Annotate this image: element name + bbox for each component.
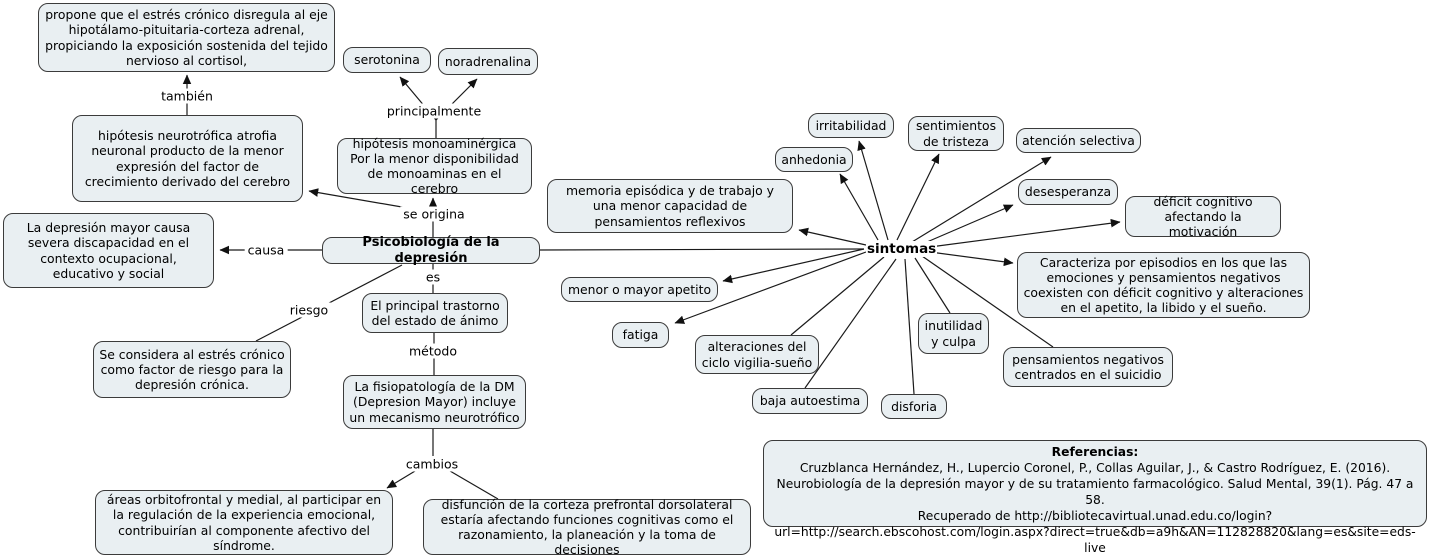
connector-sintomas-inutilidad <box>915 258 950 313</box>
node-fisiopatologia[interactable]: La fisiopatología de la DM (Depresion Mayor) incluye un mecanismo neurotrófico <box>343 375 526 429</box>
node-se-considera[interactable]: Se considera al estrés crónico como factor de riesgo para la depresión crónica. <box>93 341 291 398</box>
edge-label-principalmente[interactable]: principalmente <box>384 104 484 119</box>
node-inutilidad-culpa[interactable]: inutilidad y culpa <box>918 313 989 354</box>
node-hipotesis-neurotrofica[interactable]: hipótesis neurotrófica atrofia neuronal producto de la menor expresión del factor de crecimiento derivado del cerebro <box>72 115 303 202</box>
references-box[interactable] <box>763 440 1427 555</box>
edge-label-se-origina[interactable]: se origina <box>400 207 467 222</box>
node-pensamientos-suicidio[interactable]: pensamientos negativos centrados en el suicidio <box>1003 347 1173 387</box>
node-areas-orbitofrontal[interactable]: áreas orbitofrontal y medial, al participar en la regulación de la experiencia emocional, contribuirían al componente afectivo del síndrome. <box>95 490 393 555</box>
node-desesperanza[interactable]: desesperanza <box>1018 179 1118 205</box>
references-line: Cruzblanca Hernández, H., Lupercio Coronel, P., Collas Aguilar, J., & Castro Rodríguez, E. (2016). <box>799 460 1391 475</box>
node-psicobiologia-central[interactable]: Psicobiología de la depresión <box>322 237 540 264</box>
edge-label-cambios[interactable]: cambios <box>403 457 461 472</box>
edge-label-tambien[interactable]: también <box>158 89 216 104</box>
node-atencion-selectiva[interactable]: atención selectiva <box>1016 128 1141 153</box>
node-disfuncion-corteza[interactable]: disfunción de la corteza prefrontal dorsolateral estaría afectando funciones cognitivas como el razonamiento, la planeación y la toma de decisiones <box>423 499 751 555</box>
connector-sintomas-desesperanza <box>920 205 1013 245</box>
connector-sintomas-memoria <box>799 230 866 245</box>
node-baja-autoestima[interactable]: baja autoestima <box>752 388 868 414</box>
references-line: Recuperado de http://bibliotecavirtual.unad.edu.co/login? <box>917 508 1273 523</box>
node-fatiga[interactable]: fatiga <box>612 322 669 348</box>
connector-sintomas-deficit <box>930 222 1120 247</box>
connector-sintomas-irritabilidad <box>859 141 888 240</box>
edge-label-riesgo[interactable]: riesgo <box>287 303 331 318</box>
edge-label-es[interactable]: es <box>423 270 443 285</box>
connector-sintomas-baja <box>805 259 896 388</box>
node-noradrenalina[interactable]: noradrenalina <box>438 48 538 75</box>
node-menor-mayor-apetito[interactable]: menor o mayor apetito <box>561 277 718 302</box>
node-depresion-mayor[interactable]: La depresión mayor causa severa discapacidad en el contexto ocupacional, educativo y social <box>3 213 214 288</box>
references-heading: Referencias: <box>1051 445 1139 459</box>
node-caracteriza-episodios[interactable]: Caracteriza por episodios en los que las emociones y pensamientos negativos coexisten con déficit cognitivo y alteraciones en el apetito, la libido y el sueño. <box>1017 252 1310 318</box>
connector-sintomas-disforia <box>905 259 914 394</box>
references-line: url=http://search.ebscohost.com/login.aspx?direct=true&db=a9h&AN=112828820&lang=es&site=eds-live <box>774 524 1416 555</box>
node-propone[interactable]: propone que el estrés crónico disregula al eje hipotálamo-pituitaria-corteza adrenal, propiciando la exposición sostenida del tejido nervioso al cortisol, <box>38 3 335 72</box>
connector-central-sintomas <box>539 249 864 250</box>
edge-label-metodo[interactable]: método <box>406 344 460 359</box>
node-irritabilidad[interactable]: irritabilidad <box>808 113 894 138</box>
node-disforia[interactable]: disforia <box>881 394 947 419</box>
connector-sintomas-apetito <box>723 249 864 281</box>
node-serotonina[interactable]: serotonina <box>343 47 431 73</box>
references-line: Neurobiología de la depresión mayor y de su tratamiento farmacológico. Salud Mental, 39(1). Pág. 47 a 58. <box>776 476 1414 507</box>
connector-sintomas-anhedonia <box>840 174 878 240</box>
connector-sintomas-caracteriza <box>930 252 1013 263</box>
node-alteraciones-ciclo[interactable]: alteraciones del ciclo vigilia-sueño <box>695 335 819 374</box>
node-hipotesis-monoaminergica[interactable]: hipótesis monoaminérgica Por la menor disponibilidad de monoaminas en el cerebro <box>337 138 532 194</box>
node-sentimientos-tristeza[interactable]: sentimientos de tristeza <box>908 116 1004 151</box>
connector-sintomas-sentimientos <box>897 154 939 240</box>
node-anhedonia[interactable]: anhedonia <box>775 147 853 172</box>
node-memoria-episodica[interactable]: memoria episódica y de trabajo y una menor capacidad de pensamientos reflexivos <box>547 179 793 233</box>
node-principal-trastorno[interactable]: El principal trastorno del estado de ánimo <box>362 293 508 333</box>
node-deficit-cognitivo[interactable]: déficit cognitivo afectando la motivación <box>1125 196 1281 237</box>
edge-label-causa[interactable]: causa <box>245 243 288 258</box>
node-sintomas[interactable]: sintomas <box>867 241 937 257</box>
